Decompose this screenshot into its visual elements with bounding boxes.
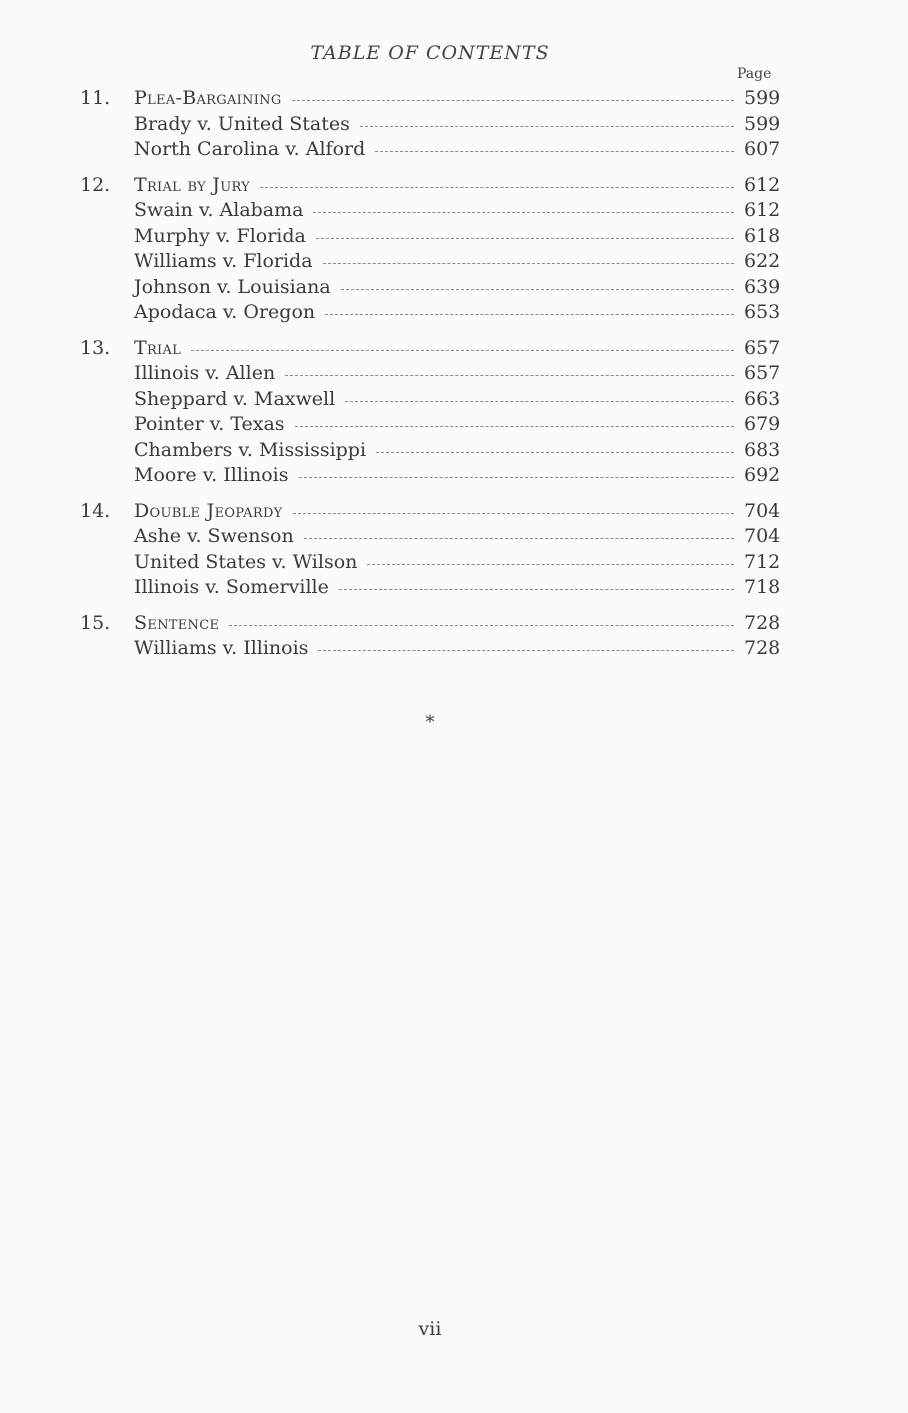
- dot-leader: [325, 314, 734, 315]
- page-title: TABLE OF CONTENTS: [310, 42, 550, 64]
- chapter-title: Double Jeopardy: [134, 499, 283, 522]
- page-reference: 712: [744, 550, 781, 573]
- case-row: [80, 387, 780, 413]
- case-title: Brady v. United States: [134, 112, 350, 135]
- dot-leader: [341, 289, 734, 290]
- case-row: [80, 524, 780, 550]
- dot-leader: [304, 538, 734, 539]
- dot-leader: [360, 126, 734, 127]
- dot-leader: [191, 350, 734, 351]
- case-row: [80, 575, 780, 601]
- case-title: Apodaca v. Oregon: [134, 301, 316, 323]
- case-row: [80, 463, 780, 489]
- page-number: vii: [418, 1318, 442, 1340]
- chapter-block: [80, 499, 780, 601]
- page-reference: 612: [744, 199, 781, 221]
- chapter-title: Trial: [134, 336, 182, 359]
- chapter-number: 15.: [80, 611, 111, 634]
- case-title: North Carolina v. Alford: [134, 138, 366, 160]
- page-reference: 653: [744, 301, 781, 323]
- page-reference: 683: [744, 438, 781, 461]
- page-reference: 599: [744, 112, 781, 135]
- case-title: Illinois v. Allen: [134, 362, 276, 384]
- case-title: Johnson v. Louisiana: [134, 275, 331, 298]
- page-reference: 607: [744, 138, 781, 160]
- case-row: [80, 224, 780, 250]
- case-row: [80, 412, 780, 438]
- page-reference: 679: [744, 413, 781, 435]
- chapter-row: [80, 611, 780, 637]
- dot-leader: [339, 589, 734, 590]
- chapter-row: [80, 86, 780, 112]
- chapter-block: [80, 611, 780, 662]
- dot-leader: [260, 187, 734, 188]
- page-reference: 704: [744, 499, 781, 522]
- table-of-contents: [80, 86, 780, 672]
- case-title: Ashe v. Swenson: [134, 525, 294, 547]
- page-reference: 657: [744, 336, 781, 359]
- case-title: Swain v. Alabama: [134, 199, 304, 221]
- case-row: [80, 198, 780, 224]
- case-title: Illinois v. Somerville: [134, 576, 329, 598]
- case-title: United States v. Wilson: [134, 550, 358, 573]
- chapter-number: 13.: [80, 336, 111, 359]
- chapter-title: Trial by Jury: [134, 173, 251, 196]
- page-column-label: Page: [737, 66, 772, 82]
- page-reference: 718: [744, 576, 781, 598]
- dot-leader: [318, 650, 734, 651]
- chapter-row: [80, 336, 780, 362]
- dot-leader: [285, 375, 734, 376]
- page-reference: 704: [744, 525, 781, 547]
- page-reference: 622: [744, 250, 781, 272]
- case-row: [80, 550, 780, 576]
- case-row: [80, 249, 780, 275]
- page-reference: 663: [744, 387, 781, 410]
- case-title: Pointer v. Texas: [134, 413, 285, 435]
- dot-leader: [293, 513, 734, 514]
- case-title: Williams v. Florida: [134, 250, 313, 272]
- dot-leader: [375, 151, 734, 152]
- case-row: [80, 438, 780, 464]
- case-row: [80, 300, 780, 326]
- dot-leader: [313, 212, 734, 213]
- chapter-number: 14.: [80, 499, 111, 522]
- case-title: Murphy v. Florida: [134, 224, 306, 247]
- page-reference: 728: [744, 611, 781, 634]
- chapter-row: [80, 499, 780, 525]
- case-title: Williams v. Illinois: [134, 637, 309, 659]
- page-reference: 599: [744, 87, 781, 109]
- case-row: [80, 137, 780, 163]
- chapter-block: [80, 336, 780, 489]
- dot-leader: [292, 100, 734, 101]
- chapter-number: 11.: [80, 87, 111, 109]
- page-reference: 639: [744, 275, 781, 298]
- case-title: Chambers v. Mississippi: [134, 438, 367, 461]
- chapter-title: Plea-Bargaining: [134, 87, 282, 109]
- chapter-number: 12.: [80, 173, 111, 196]
- chapter-block: [80, 86, 780, 163]
- page-reference: 612: [744, 173, 781, 196]
- dot-leader: [323, 263, 734, 264]
- dot-leader: [299, 477, 735, 478]
- case-title: Sheppard v. Maxwell: [134, 387, 336, 410]
- section-separator: *: [425, 712, 435, 733]
- case-row: [80, 275, 780, 301]
- page-reference: 618: [744, 224, 781, 247]
- case-row: [80, 636, 780, 662]
- page-reference: 728: [744, 637, 781, 659]
- chapter-block: [80, 173, 780, 326]
- dot-leader: [295, 426, 734, 427]
- case-row: [80, 112, 780, 138]
- page-reference: 692: [744, 464, 781, 486]
- chapter-title: Sentence: [134, 611, 220, 634]
- page-reference: 657: [744, 362, 781, 384]
- dot-leader: [316, 238, 734, 239]
- dot-leader: [376, 452, 734, 453]
- chapter-row: [80, 173, 780, 199]
- dot-leader: [345, 401, 734, 402]
- case-title: Moore v. Illinois: [134, 464, 289, 486]
- dot-leader: [367, 564, 734, 565]
- case-row: [80, 361, 780, 387]
- dot-leader: [229, 625, 734, 626]
